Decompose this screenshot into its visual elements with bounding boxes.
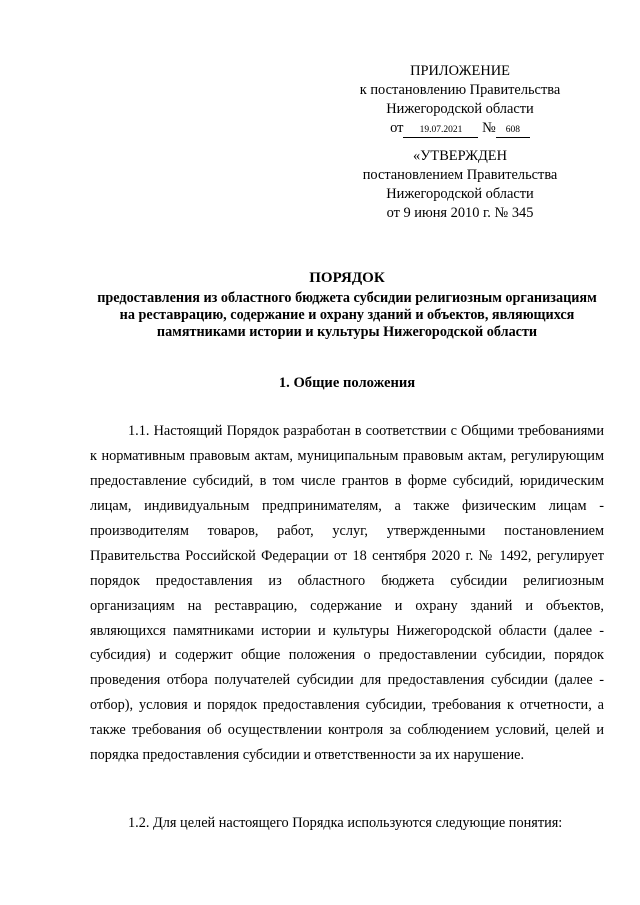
paragraph-1-1: 1.1. Настоящий Порядок разработан в соответствии с Общими требованиями к нормативным правовым актам, муниципальным правовым актам, регулирующим предоставление субсидий, в том числе грантов в форме субсидий, юридическим лицам, индивидуальным предпринимателям, а также физическим лицам - производителям товаров, работ, услуг, утвержденными постановлением Правительства Российской Федерации от 18 сентября 2020 г. № 1492, регулирует порядок предоставления из областного бюджета субсидии религиозным организациям на реставрацию, содержание и охрану зданий и объектов, являющихся памятниками истории и культуры Нижегородской области (далее - субсидия) и содержит общие положения о предоставлении субсидии, порядок проведения отбора получателей субсидии для предоставления субсидии (далее - отбор), условия и порядок предоставления субсидии, требования к отчетности, а также требования об осуществлении контроля за соблюдением условий, целей и порядка предоставления субсидии и ответственности за их нарушение. xyxy=(90,423,604,764)
date-prefix: от xyxy=(390,120,404,136)
appendix-line-2: Нижегородской области xyxy=(386,101,534,117)
approved-title: «УТВЕРЖДЕН xyxy=(413,148,507,164)
approved-line-3: от 9 июня 2010 г. № 345 xyxy=(386,205,534,221)
number-prefix: № xyxy=(482,120,496,136)
appendix-line-1: к постановлению Правительства xyxy=(359,82,561,98)
appendix-date-line xyxy=(340,119,580,138)
section-heading: 1. Общие положения xyxy=(278,375,416,391)
document-subtitle: предоставления из областного бюджета субсидии религиозным организациям на реставрацию, содержание и охрану зданий и объектов, являющихся памятниками истории и культуры Нижегородской области xyxy=(97,290,597,341)
appendix-block xyxy=(340,62,580,138)
resolution-number: 608 xyxy=(496,124,530,138)
approved-line-1: постановлением Правительства xyxy=(362,167,558,183)
document-title: ПОРЯДОК xyxy=(309,270,385,286)
approved-line-2: Нижегородской области xyxy=(386,186,534,202)
approved-block xyxy=(340,147,580,223)
resolution-date: 19.07.2021 xyxy=(403,124,478,138)
paragraph-1-2: 1.2. Для целей настоящего Порядка используются следующие понятия: xyxy=(128,815,563,832)
appendix-title: ПРИЛОЖЕНИЕ xyxy=(410,63,510,79)
